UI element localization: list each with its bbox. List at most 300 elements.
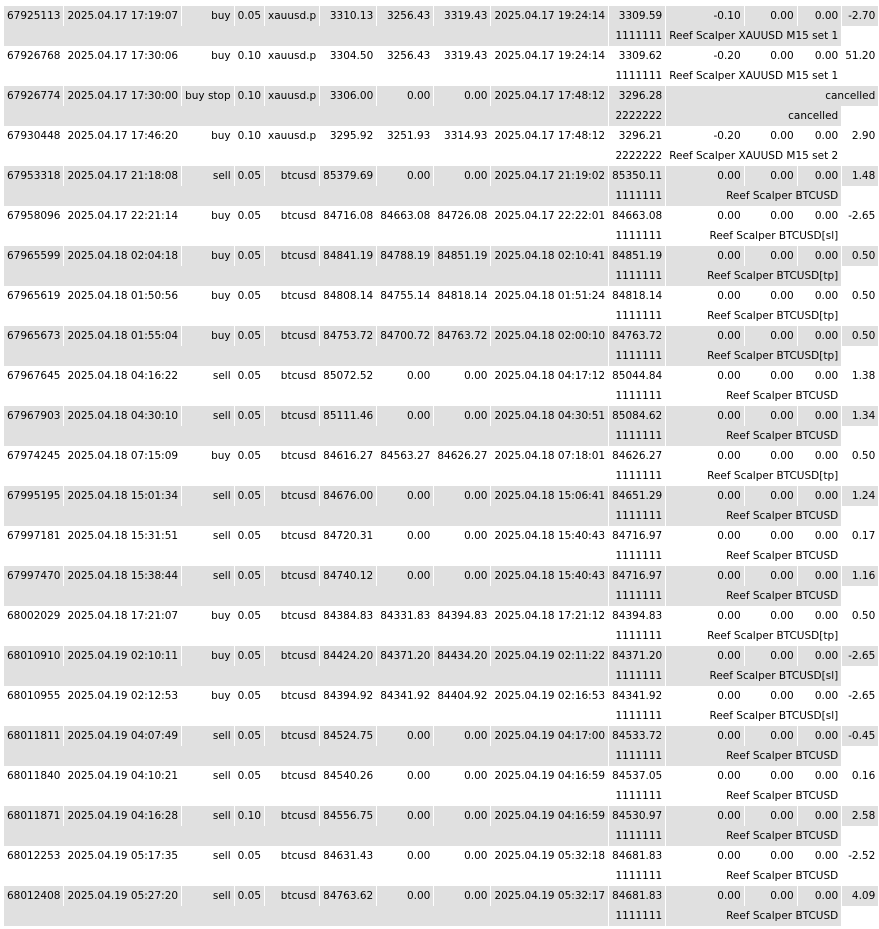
cell-open-time: 2025.04.18 04:30:10 <box>64 406 182 426</box>
trade-row <box>4 846 879 866</box>
cell-profit: 0.50 <box>842 446 879 466</box>
cell-magic: 2222222 <box>609 106 666 126</box>
cell-comment: Reef Scalper BTCUSD <box>666 586 842 606</box>
cell-type: buy <box>182 6 235 26</box>
cell-price: 85379.69 <box>320 166 377 186</box>
cell-magic: 1111111 <box>609 586 666 606</box>
detail-tail <box>842 746 879 766</box>
cell-taxes: 0.00 <box>744 166 797 186</box>
detail-tail <box>842 26 879 46</box>
cell-symbol: btcusd <box>265 606 320 626</box>
cell-magic: 1111111 <box>609 546 666 566</box>
cell-type: sell <box>182 366 235 386</box>
cell-symbol: btcusd <box>265 446 320 466</box>
cell-symbol: btcusd <box>265 846 320 866</box>
detail-spacer <box>4 786 609 806</box>
cell-close-price: 3296.28 <box>609 86 666 106</box>
cell-close-price: 84394.83 <box>609 606 666 626</box>
cell-commission: 0.00 <box>666 806 744 826</box>
cell-taxes: 0.00 <box>744 606 797 626</box>
trade-row <box>4 206 879 226</box>
cell-open-time: 2025.04.17 17:46:20 <box>64 126 182 146</box>
cell-size: 0.05 <box>234 606 264 626</box>
cell-taxes: 0.00 <box>744 126 797 146</box>
cell-price: 84808.14 <box>320 286 377 306</box>
cell-open-time: 2025.04.17 21:18:08 <box>64 166 182 186</box>
cell-swap: 0.00 <box>797 126 842 146</box>
detail-tail <box>842 586 879 606</box>
cell-tp: 84763.72 <box>434 326 491 346</box>
cell-symbol: btcusd <box>265 686 320 706</box>
cell-ticket: 68010910 <box>4 646 64 666</box>
cell-tp: 3314.93 <box>434 126 491 146</box>
cell-ticket: 67958096 <box>4 206 64 226</box>
cell-price: 3306.00 <box>320 86 377 106</box>
cell-tp: 0.00 <box>434 766 491 786</box>
cell-type: buy <box>182 326 235 346</box>
cell-close-price: 84533.72 <box>609 726 666 746</box>
cell-sl: 0.00 <box>377 766 434 786</box>
cell-profit: 1.38 <box>842 366 879 386</box>
cell-comment: Reef Scalper BTCUSD[tp] <box>666 266 842 286</box>
cell-profit: 0.50 <box>842 286 879 306</box>
cell-tp: 0.00 <box>434 566 491 586</box>
cell-size: 0.05 <box>234 566 264 586</box>
cell-symbol: xauusd.p <box>265 6 320 26</box>
trade-detail-row <box>4 546 879 566</box>
cell-commission: 0.00 <box>666 526 744 546</box>
cell-sl: 0.00 <box>377 886 434 906</box>
cell-size: 0.05 <box>234 246 264 266</box>
cell-symbol: btcusd <box>265 286 320 306</box>
cell-magic: 1111111 <box>609 786 666 806</box>
cell-ticket: 67967645 <box>4 366 64 386</box>
cell-close-time: 2025.04.17 19:24:14 <box>491 46 609 66</box>
cell-close-time: 2025.04.19 04:16:59 <box>491 766 609 786</box>
cell-symbol: btcusd <box>265 486 320 506</box>
cell-close-time: 2025.04.19 02:16:53 <box>491 686 609 706</box>
detail-tail <box>842 786 879 806</box>
cell-ticket: 67930448 <box>4 126 64 146</box>
cell-taxes: 0.00 <box>744 446 797 466</box>
trade-row <box>4 326 879 346</box>
cell-close-price: 84818.14 <box>609 286 666 306</box>
detail-spacer <box>4 226 609 246</box>
cell-close-price: 85084.62 <box>609 406 666 426</box>
cell-magic: 1111111 <box>609 746 666 766</box>
cell-sl: 0.00 <box>377 406 434 426</box>
cell-close-time: 2025.04.17 21:19:02 <box>491 166 609 186</box>
cell-commission: 0.00 <box>666 646 744 666</box>
trade-detail-row <box>4 706 879 726</box>
cell-open-time: 2025.04.18 17:21:07 <box>64 606 182 626</box>
trade-row <box>4 806 879 826</box>
cell-magic: 1111111 <box>609 706 666 726</box>
cell-swap: 0.00 <box>797 366 842 386</box>
trade-row <box>4 366 879 386</box>
cell-close-price: 84763.72 <box>609 326 666 346</box>
cell-close-price: 84651.29 <box>609 486 666 506</box>
cell-close-time: 2025.04.19 05:32:17 <box>491 886 609 906</box>
cell-swap: 0.00 <box>797 686 842 706</box>
cell-price: 84631.43 <box>320 846 377 866</box>
detail-spacer <box>4 306 609 326</box>
detail-tail <box>842 666 879 686</box>
trade-detail-row <box>4 386 879 406</box>
cell-size: 0.05 <box>234 766 264 786</box>
cell-taxes: 0.00 <box>744 46 797 66</box>
cell-close-time: 2025.04.17 17:48:12 <box>491 86 609 106</box>
cell-swap: 0.00 <box>797 566 842 586</box>
cell-open-time: 2025.04.19 02:12:53 <box>64 686 182 706</box>
cell-symbol: xauusd.p <box>265 126 320 146</box>
cell-open-time: 2025.04.18 07:15:09 <box>64 446 182 466</box>
cell-sl: 84371.20 <box>377 646 434 666</box>
cell-tp: 84851.19 <box>434 246 491 266</box>
cell-tp: 0.00 <box>434 406 491 426</box>
cell-symbol: btcusd <box>265 166 320 186</box>
cell-size: 0.05 <box>234 206 264 226</box>
detail-tail <box>842 186 879 206</box>
detail-spacer <box>4 466 609 486</box>
cell-commission: 0.00 <box>666 326 744 346</box>
cell-price: 3310.13 <box>320 6 377 26</box>
trade-detail-row <box>4 26 879 46</box>
cell-close-time: 2025.04.18 07:18:01 <box>491 446 609 466</box>
detail-tail <box>842 826 879 846</box>
cell-size: 0.05 <box>234 166 264 186</box>
detail-tail <box>842 306 879 326</box>
trade-detail-row <box>4 506 879 526</box>
cell-sl: 84563.27 <box>377 446 434 466</box>
cell-close-time: 2025.04.18 15:06:41 <box>491 486 609 506</box>
detail-tail <box>842 706 879 726</box>
cell-tp: 0.00 <box>434 486 491 506</box>
cell-size: 0.05 <box>234 286 264 306</box>
cell-taxes: 0.00 <box>744 366 797 386</box>
cell-open-time: 2025.04.19 05:17:35 <box>64 846 182 866</box>
cell-ticket: 67967903 <box>4 406 64 426</box>
cell-close-time: 2025.04.18 15:40:43 <box>491 566 609 586</box>
cell-comment: Reef Scalper BTCUSD <box>666 506 842 526</box>
cell-price: 84720.31 <box>320 526 377 546</box>
cell-magic: 1111111 <box>609 346 666 366</box>
trade-detail-row <box>4 666 879 686</box>
detail-tail <box>842 266 879 286</box>
cell-tp: 84818.14 <box>434 286 491 306</box>
cell-comment: Reef Scalper BTCUSD <box>666 866 842 886</box>
cell-price: 85072.52 <box>320 366 377 386</box>
trade-row <box>4 686 879 706</box>
cell-open-time: 2025.04.19 04:10:21 <box>64 766 182 786</box>
detail-spacer <box>4 586 609 606</box>
cell-swap: 0.00 <box>797 766 842 786</box>
cell-comment: Reef Scalper XAUUSD M15 set 1 <box>666 26 842 46</box>
cell-profit: 0.17 <box>842 526 879 546</box>
cell-size: 0.10 <box>234 126 264 146</box>
detail-spacer <box>4 866 609 886</box>
cell-ticket: 67995195 <box>4 486 64 506</box>
cell-close-price: 3309.59 <box>609 6 666 26</box>
cell-magic: 1111111 <box>609 626 666 646</box>
cell-price: 84616.27 <box>320 446 377 466</box>
cell-comment: Reef Scalper BTCUSD <box>666 546 842 566</box>
cell-tp: 0.00 <box>434 806 491 826</box>
cell-ticket: 67974245 <box>4 446 64 466</box>
cell-profit: 0.50 <box>842 606 879 626</box>
cell-price: 84740.12 <box>320 566 377 586</box>
detail-spacer <box>4 906 609 926</box>
cell-symbol: btcusd <box>265 246 320 266</box>
cell-ticket: 68002029 <box>4 606 64 626</box>
cell-symbol: btcusd <box>265 526 320 546</box>
cell-profit: 2.90 <box>842 126 879 146</box>
detail-spacer <box>4 626 609 646</box>
cell-sl: 0.00 <box>377 366 434 386</box>
cell-comment: Reef Scalper BTCUSD[tp] <box>666 346 842 366</box>
detail-tail <box>842 426 879 446</box>
cell-taxes: 0.00 <box>744 766 797 786</box>
cell-tp: 84626.27 <box>434 446 491 466</box>
trade-detail-row <box>4 866 879 886</box>
trade-detail-row <box>4 226 879 246</box>
cell-magic: 2222222 <box>609 146 666 166</box>
cell-magic: 1111111 <box>609 426 666 446</box>
trade-detail-row <box>4 106 879 126</box>
trade-detail-row <box>4 746 879 766</box>
cell-commission: 0.00 <box>666 366 744 386</box>
cell-open-time: 2025.04.18 15:31:51 <box>64 526 182 546</box>
cell-price: 84716.08 <box>320 206 377 226</box>
detail-tail <box>842 906 879 926</box>
cell-ticket: 67965673 <box>4 326 64 346</box>
cell-profit: -0.45 <box>842 726 879 746</box>
cell-taxes: 0.00 <box>744 846 797 866</box>
cell-price: 3304.50 <box>320 46 377 66</box>
cell-sl: 0.00 <box>377 726 434 746</box>
trade-row <box>4 486 879 506</box>
detail-tail <box>842 626 879 646</box>
cell-price: 84841.19 <box>320 246 377 266</box>
cell-magic: 1111111 <box>609 826 666 846</box>
trade-history-table <box>4 6 879 926</box>
trade-row <box>4 606 879 626</box>
trade-detail-row <box>4 186 879 206</box>
cell-taxes: 0.00 <box>744 726 797 746</box>
cell-tp: 3319.43 <box>434 6 491 26</box>
cell-comment: Reef Scalper BTCUSD <box>666 826 842 846</box>
cell-taxes: 0.00 <box>744 566 797 586</box>
cell-open-time: 2025.04.18 15:01:34 <box>64 486 182 506</box>
cell-price: 84524.75 <box>320 726 377 746</box>
cell-open-time: 2025.04.19 04:07:49 <box>64 726 182 746</box>
cell-profit: -2.65 <box>842 206 879 226</box>
cell-profit: 0.50 <box>842 326 879 346</box>
cell-swap: 0.00 <box>797 806 842 826</box>
cell-type: sell <box>182 166 235 186</box>
trade-row <box>4 646 879 666</box>
trade-row <box>4 406 879 426</box>
cell-commission: 0.00 <box>666 846 744 866</box>
cell-close-time: 2025.04.19 05:32:18 <box>491 846 609 866</box>
cell-close-price: 84371.20 <box>609 646 666 666</box>
trade-row <box>4 726 879 746</box>
cell-commission: 0.00 <box>666 206 744 226</box>
cell-symbol: btcusd <box>265 366 320 386</box>
cell-open-time: 2025.04.17 17:30:06 <box>64 46 182 66</box>
detail-tail <box>842 546 879 566</box>
cell-type: sell <box>182 806 235 826</box>
trade-detail-row <box>4 906 879 926</box>
cell-ticket: 67926774 <box>4 86 64 106</box>
cell-size: 0.10 <box>234 806 264 826</box>
cell-sl: 0.00 <box>377 806 434 826</box>
cell-ticket: 67965619 <box>4 286 64 306</box>
trade-detail-row <box>4 66 879 86</box>
cell-sl: 84788.19 <box>377 246 434 266</box>
cell-profit: 1.34 <box>842 406 879 426</box>
cell-close-price: 85044.84 <box>609 366 666 386</box>
cell-symbol: btcusd <box>265 646 320 666</box>
cell-close-price: 84626.27 <box>609 446 666 466</box>
cell-ticket: 67997470 <box>4 566 64 586</box>
detail-spacer <box>4 826 609 846</box>
cell-sl: 84331.83 <box>377 606 434 626</box>
detail-spacer <box>4 746 609 766</box>
cell-comment: Reef Scalper BTCUSD <box>666 186 842 206</box>
cell-open-time: 2025.04.17 22:21:14 <box>64 206 182 226</box>
cell-symbol: btcusd <box>265 406 320 426</box>
cell-close-time: 2025.04.19 02:11:22 <box>491 646 609 666</box>
cell-open-time: 2025.04.18 01:50:56 <box>64 286 182 306</box>
cell-open-time: 2025.04.18 01:55:04 <box>64 326 182 346</box>
detail-tail <box>842 226 879 246</box>
cell-close-time: 2025.04.17 19:24:14 <box>491 6 609 26</box>
cell-open-time: 2025.04.17 17:19:07 <box>64 6 182 26</box>
cell-price: 84384.83 <box>320 606 377 626</box>
cell-close-time: 2025.04.18 04:30:51 <box>491 406 609 426</box>
detail-tail <box>842 106 879 126</box>
cell-size: 0.05 <box>234 486 264 506</box>
cell-ticket: 67965599 <box>4 246 64 266</box>
detail-spacer <box>4 546 609 566</box>
cell-price: 84424.20 <box>320 646 377 666</box>
cell-taxes: 0.00 <box>744 526 797 546</box>
cell-type: sell <box>182 886 235 906</box>
detail-tail <box>842 146 879 166</box>
cell-price: 84540.26 <box>320 766 377 786</box>
cell-swap: 0.00 <box>797 446 842 466</box>
cell-close-time: 2025.04.18 02:00:10 <box>491 326 609 346</box>
cell-profit: -2.65 <box>842 646 879 666</box>
cell-ticket: 67997181 <box>4 526 64 546</box>
cell-taxes: 0.00 <box>744 326 797 346</box>
cell-comment: Reef Scalper BTCUSD <box>666 386 842 406</box>
cell-open-time: 2025.04.18 02:04:18 <box>64 246 182 266</box>
cell-swap: 0.00 <box>797 46 842 66</box>
trade-row <box>4 886 879 906</box>
cell-comment: Reef Scalper BTCUSD[tp] <box>666 466 842 486</box>
cell-close-time: 2025.04.18 02:10:41 <box>491 246 609 266</box>
cell-symbol: btcusd <box>265 726 320 746</box>
cell-swap: 0.00 <box>797 326 842 346</box>
cell-type: sell <box>182 526 235 546</box>
cell-commission: -0.20 <box>666 46 744 66</box>
cell-close-price: 84681.83 <box>609 886 666 906</box>
cell-profit: 1.16 <box>842 566 879 586</box>
cell-tp: 0.00 <box>434 886 491 906</box>
cell-commission: -0.20 <box>666 126 744 146</box>
detail-tail <box>842 466 879 486</box>
trade-row <box>4 6 879 26</box>
cell-tp: 0.00 <box>434 846 491 866</box>
cell-size: 0.05 <box>234 686 264 706</box>
cell-magic: 1111111 <box>609 866 666 886</box>
cell-commission: 0.00 <box>666 886 744 906</box>
cell-open-time: 2025.04.19 05:27:20 <box>64 886 182 906</box>
trade-detail-row <box>4 826 879 846</box>
cell-commission: 0.00 <box>666 606 744 626</box>
cell-close-price: 85350.11 <box>609 166 666 186</box>
cell-swap: 0.00 <box>797 486 842 506</box>
cell-profit: cancelled <box>666 86 879 106</box>
cell-price: 84676.00 <box>320 486 377 506</box>
cell-type: buy <box>182 206 235 226</box>
cell-ticket: 68011840 <box>4 766 64 786</box>
cell-profit: 2.58 <box>842 806 879 826</box>
cell-close-price: 84681.83 <box>609 846 666 866</box>
trade-detail-row <box>4 306 879 326</box>
cell-size: 0.05 <box>234 446 264 466</box>
cell-magic: 1111111 <box>609 306 666 326</box>
cell-symbol: btcusd <box>265 886 320 906</box>
cell-size: 0.05 <box>234 326 264 346</box>
cell-type: buy stop <box>182 86 235 106</box>
detail-spacer <box>4 186 609 206</box>
detail-spacer <box>4 426 609 446</box>
cell-commission: 0.00 <box>666 246 744 266</box>
detail-spacer <box>4 506 609 526</box>
detail-spacer <box>4 26 609 46</box>
cell-swap: 0.00 <box>797 286 842 306</box>
cell-sl: 84663.08 <box>377 206 434 226</box>
cell-type: buy <box>182 46 235 66</box>
cell-taxes: 0.00 <box>744 286 797 306</box>
trade-row <box>4 166 879 186</box>
cell-size: 0.05 <box>234 726 264 746</box>
cell-type: sell <box>182 566 235 586</box>
cell-open-time: 2025.04.19 02:10:11 <box>64 646 182 666</box>
cell-size: 0.05 <box>234 406 264 426</box>
detail-spacer <box>4 706 609 726</box>
cell-close-time: 2025.04.17 22:22:01 <box>491 206 609 226</box>
cell-ticket: 67925113 <box>4 6 64 26</box>
trade-row <box>4 286 879 306</box>
cell-commission: 0.00 <box>666 566 744 586</box>
cell-close-time: 2025.04.17 17:48:12 <box>491 126 609 146</box>
trade-detail-row <box>4 466 879 486</box>
cell-type: sell <box>182 406 235 426</box>
cell-comment: Reef Scalper BTCUSD[sl] <box>666 706 842 726</box>
cell-swap: 0.00 <box>797 886 842 906</box>
cell-ticket: 68010955 <box>4 686 64 706</box>
cell-symbol: btcusd <box>265 806 320 826</box>
cell-magic: 1111111 <box>609 906 666 926</box>
cell-comment: Reef Scalper BTCUSD[tp] <box>666 306 842 326</box>
trade-detail-row <box>4 786 879 806</box>
cell-magic: 1111111 <box>609 266 666 286</box>
cell-close-price: 84537.05 <box>609 766 666 786</box>
